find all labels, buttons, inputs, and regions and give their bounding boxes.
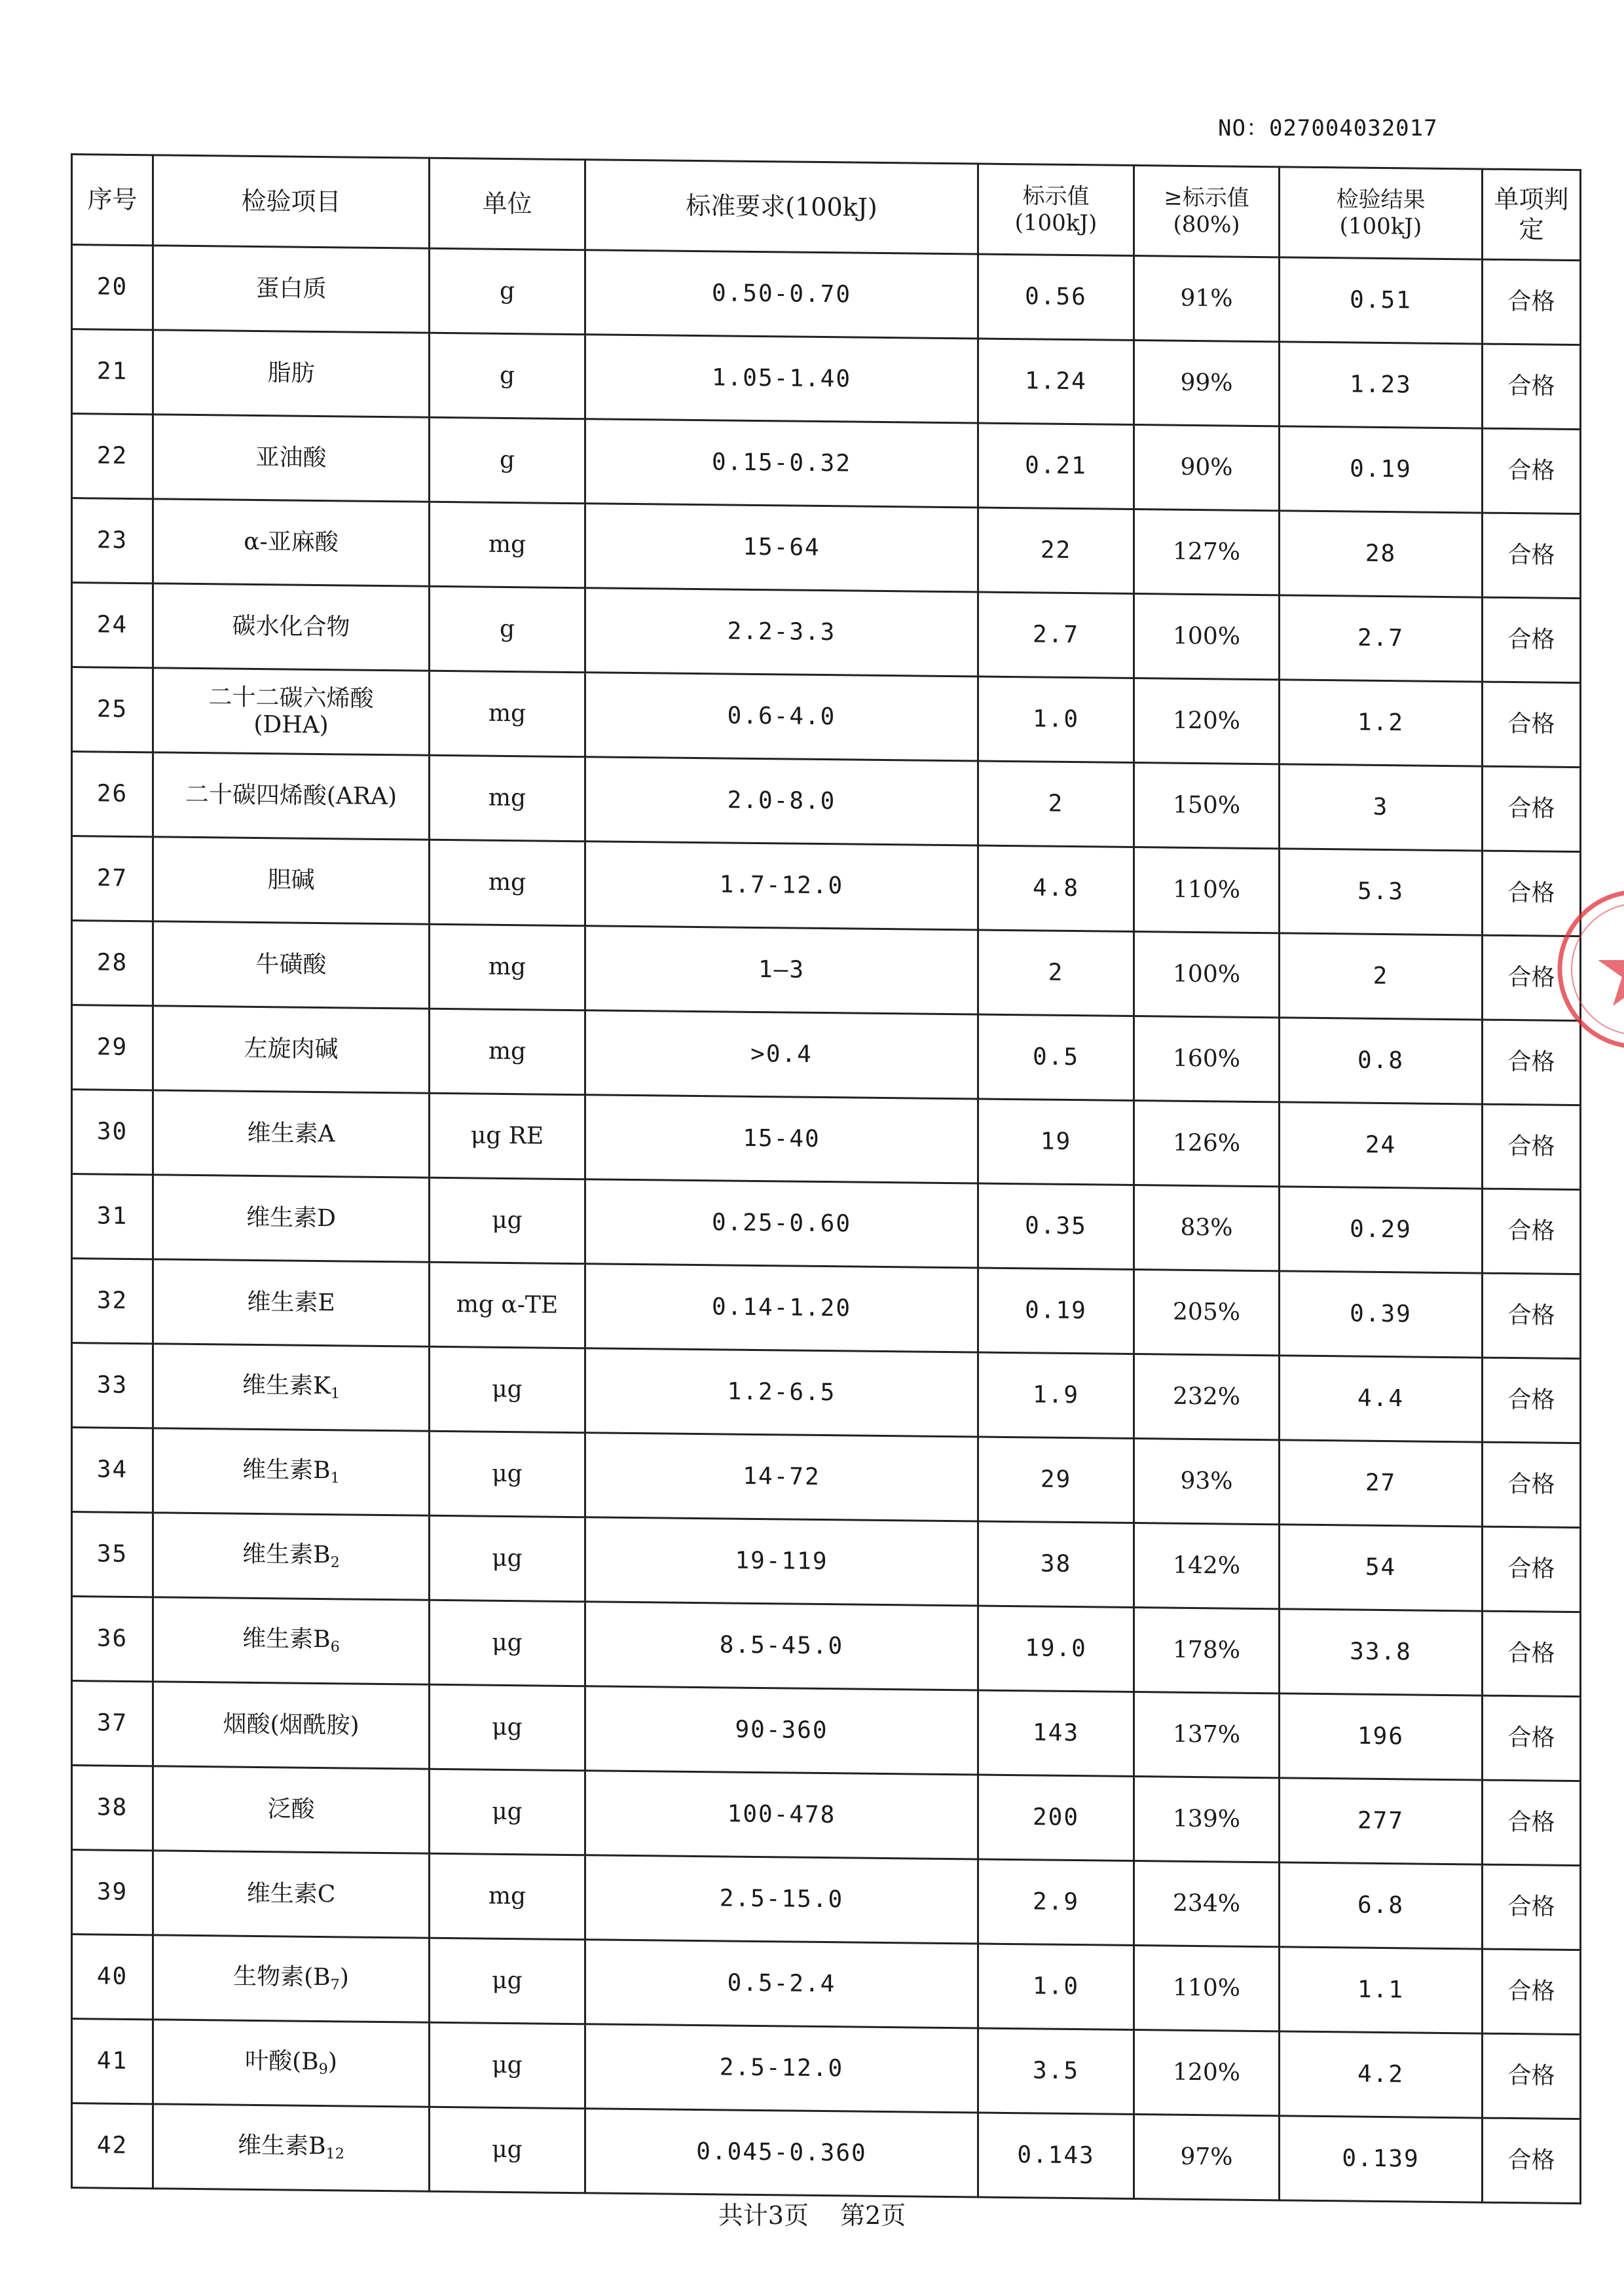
row-ge-label-percent: 150% [1134, 763, 1280, 849]
row-standard: 1.05-1.40 [585, 335, 978, 423]
row-judgement: 合格 [1483, 513, 1581, 599]
row-seq: 22 [72, 414, 153, 499]
row-seq: 34 [72, 1428, 153, 1513]
row-result: 54 [1280, 1525, 1483, 1611]
table-row [72, 752, 1581, 852]
row-item [153, 1006, 430, 1093]
row-result: 196 [1280, 1694, 1483, 1780]
row-item-name: 维生素B [238, 2132, 326, 2160]
header-seq: 序号 [72, 155, 153, 246]
row-item-subscript: 2 [330, 1554, 340, 1572]
row-label-value: 3.5 [978, 2028, 1134, 2114]
row-unit: mg α-TE [430, 1262, 585, 1348]
row-unit: μg [430, 1600, 585, 1686]
row-item-name: 烟酸(烟酰胺) [223, 1711, 360, 1739]
row-standard: 0.6-4.0 [585, 673, 978, 761]
row-label-value: 2 [978, 761, 1134, 847]
row-item-tail: ) [327, 2048, 337, 2076]
row-ge-label-percent: 137% [1134, 1692, 1280, 1778]
row-ge-label-percent: 93% [1134, 1439, 1280, 1525]
row-result: 27 [1280, 1440, 1483, 1527]
row-label-value: 0.143 [978, 2113, 1134, 2198]
row-item-name: 二十碳四烯酸(ARA) [185, 781, 397, 811]
row-item-name-line2: (DHA) [253, 711, 329, 739]
table-row [72, 583, 1581, 683]
row-ge-label-percent: 120% [1134, 678, 1280, 764]
header-judgement: 单项判定 [1483, 169, 1581, 261]
row-item [153, 1259, 430, 1346]
row-judgement: 合格 [1483, 851, 1581, 936]
row-result: 24 [1280, 1102, 1483, 1189]
table-row [72, 414, 1581, 514]
row-judgement: 合格 [1483, 766, 1581, 852]
row-judgement: 合格 [1483, 1442, 1581, 1528]
row-item [153, 1851, 430, 1938]
table-row [72, 1259, 1581, 1359]
row-item [153, 1090, 430, 1177]
row-ge-label-percent: 142% [1134, 1523, 1280, 1609]
row-seq: 38 [72, 1766, 153, 1851]
row-judgement: 合格 [1483, 1273, 1581, 1359]
table-row [72, 1935, 1581, 2035]
row-item-name: 左旋肉碱 [244, 1035, 339, 1064]
row-item-name: 蛋白质 [255, 275, 327, 303]
row-item [153, 921, 430, 1009]
row-result: 5.3 [1280, 849, 1483, 935]
row-unit: g [430, 586, 585, 672]
footer-current-page: 第2页 [840, 2201, 906, 2230]
row-standard: 0.14-1.20 [585, 1264, 978, 1352]
row-judgement: 合格 [1483, 1949, 1581, 2035]
row-item-name: 泛酸 [267, 1796, 315, 1824]
row-unit: mg [430, 1009, 585, 1094]
row-ge-label-percent: 97% [1134, 2115, 1280, 2200]
row-ge-label-percent: 110% [1134, 847, 1280, 933]
row-seq: 23 [72, 498, 153, 583]
row-standard: 0.50-0.70 [585, 250, 978, 339]
row-item-name: 维生素K [242, 1372, 331, 1400]
row-seq: 28 [72, 921, 153, 1006]
header-result-line2: (100kJ) [1339, 212, 1422, 240]
row-seq: 30 [72, 1090, 153, 1175]
row-seq: 20 [72, 245, 153, 330]
row-standard: 0.25-0.60 [585, 1179, 978, 1268]
row-result: 33.8 [1280, 1609, 1483, 1695]
header-ge-label-line2: (80%) [1173, 211, 1240, 238]
row-label-value: 0.5 [978, 1014, 1134, 1100]
footer-total-pages: 共计3页 [718, 2201, 809, 2230]
row-judgement: 合格 [1483, 1695, 1581, 1781]
row-seq: 42 [72, 2103, 153, 2189]
row-ge-label-percent: 99% [1134, 341, 1280, 426]
table-row [72, 1512, 1581, 1612]
row-judgement: 合格 [1483, 1611, 1581, 1697]
row-result: 4.4 [1280, 1356, 1483, 1442]
row-label-value: 1.24 [978, 339, 1134, 424]
row-item [153, 499, 430, 586]
row-label-value: 0.19 [978, 1268, 1134, 1354]
row-standard: 2.5-12.0 [585, 2024, 978, 2113]
row-label-value: 2.7 [978, 592, 1134, 678]
table-row [72, 1766, 1581, 1866]
row-result: 2 [1280, 933, 1483, 1020]
row-judgement: 合格 [1483, 682, 1581, 768]
row-item-name: 牛磺酸 [255, 951, 327, 979]
row-item-name: 维生素D [246, 1204, 336, 1232]
row-unit: μg [430, 2022, 585, 2108]
table-row [72, 1681, 1581, 1781]
table-row [72, 1850, 1581, 1950]
row-label-value: 19 [978, 1099, 1134, 1185]
row-result: 0.19 [1280, 426, 1483, 513]
row-item [153, 1344, 430, 1431]
row-ge-label-percent: 139% [1134, 1777, 1280, 1862]
row-unit: mg [430, 924, 585, 1010]
row-seq: 35 [72, 1512, 153, 1597]
row-seq: 29 [72, 1005, 153, 1090]
row-seq: 32 [72, 1259, 153, 1344]
row-item [153, 1597, 430, 1684]
row-seq: 41 [72, 2019, 153, 2104]
header-ge-label-line1: ≥标示值 [1164, 184, 1249, 212]
row-label-value: 2 [978, 930, 1134, 1016]
row-item [153, 330, 430, 417]
row-item-subscript: 12 [325, 2145, 344, 2163]
header-item: 检验项目 [153, 155, 430, 248]
row-item-name: 亚油酸 [255, 444, 327, 472]
header-label-value-line2: (100kJ) [1014, 209, 1098, 236]
row-ge-label-percent: 83% [1134, 1185, 1280, 1271]
row-seq: 31 [72, 1174, 153, 1259]
row-unit: g [430, 417, 585, 503]
row-judgement: 合格 [1483, 1527, 1581, 1612]
row-label-value: 0.35 [978, 1183, 1134, 1269]
row-result: 4.2 [1280, 2031, 1483, 2118]
row-item [153, 1428, 430, 1515]
row-judgement: 合格 [1483, 1189, 1581, 1274]
document-number: NO：027004032017 [1218, 115, 1438, 141]
row-judgement: 合格 [1483, 428, 1581, 514]
row-seq: 25 [72, 667, 153, 752]
row-result: 3 [1280, 764, 1483, 851]
row-result: 2.7 [1280, 595, 1483, 682]
row-label-value: 200 [978, 1775, 1134, 1861]
table-row [72, 1343, 1581, 1443]
row-ge-label-percent: 91% [1134, 256, 1280, 342]
row-judgement: 合格 [1483, 1104, 1581, 1190]
table-row [72, 667, 1581, 768]
row-ge-label-percent: 232% [1134, 1354, 1280, 1440]
row-judgement: 合格 [1483, 1358, 1581, 1443]
row-item [153, 752, 430, 840]
row-item-name: 维生素A [247, 1120, 335, 1148]
row-result: 0.139 [1280, 2116, 1483, 2202]
row-ge-label-percent: 90% [1134, 425, 1280, 511]
row-item-subscript: 1 [330, 1470, 340, 1487]
row-standard: >0.4 [585, 1010, 978, 1099]
row-item-name: 维生素B [242, 1456, 331, 1485]
row-unit: mg [430, 502, 585, 587]
row-unit: μg [430, 1177, 585, 1263]
table-row [72, 921, 1581, 1021]
row-judgement: 合格 [1483, 2118, 1581, 2204]
row-standard: 2.5-15.0 [585, 1855, 978, 1944]
row-judgement: 合格 [1483, 1864, 1581, 1950]
row-ge-label-percent: 110% [1134, 1946, 1280, 2031]
row-item [153, 415, 430, 502]
table-row [72, 1428, 1581, 1528]
row-label-value: 0.21 [978, 423, 1134, 509]
row-item [153, 1766, 430, 1853]
row-ge-label-percent: 120% [1134, 2030, 1280, 2116]
row-label-value: 2.9 [978, 1859, 1134, 1945]
row-seq: 33 [72, 1343, 153, 1428]
row-unit: mg [430, 755, 585, 841]
table-row [72, 1174, 1581, 1274]
row-judgement: 合格 [1483, 935, 1581, 1021]
row-result: 28 [1280, 511, 1483, 597]
row-item [153, 246, 430, 333]
row-item-name: 维生素B [242, 1625, 331, 1654]
header-label-value [978, 164, 1134, 255]
row-standard: 90-360 [585, 1686, 978, 1775]
row-item-name: 维生素B [242, 1541, 331, 1569]
row-judgement: 合格 [1483, 1020, 1581, 1105]
row-result: 1.2 [1280, 680, 1483, 766]
row-seq: 27 [72, 836, 153, 921]
row-judgement: 合格 [1483, 1780, 1581, 1866]
row-unit: μg [430, 1515, 585, 1601]
row-label-value: 4.8 [978, 845, 1134, 931]
row-item [153, 1682, 430, 1769]
row-unit: mg [430, 1853, 585, 1939]
row-seq: 37 [72, 1681, 153, 1766]
row-label-value: 143 [978, 1690, 1134, 1776]
row-ge-label-percent: 234% [1134, 1861, 1280, 1947]
row-label-value: 1.0 [978, 1944, 1134, 2029]
row-standard: 14-72 [585, 1433, 978, 1521]
row-unit: μg [430, 1938, 585, 2024]
row-standard: 15-64 [585, 504, 978, 592]
inspection-results-table [71, 153, 1581, 2204]
row-item [153, 668, 430, 755]
row-ge-label-percent: 126% [1134, 1101, 1280, 1187]
row-item [153, 583, 430, 671]
row-standard: 0.5-2.4 [585, 1940, 978, 2028]
row-result: 0.29 [1280, 1187, 1483, 1273]
table-row [72, 498, 1581, 599]
row-standard: 19-119 [585, 1517, 978, 1606]
row-unit: μg [430, 1684, 585, 1770]
header-standard: 标准要求(100kJ) [585, 160, 978, 254]
row-item-subscript: 7 [330, 1976, 340, 1994]
row-item-tail: ) [339, 1964, 349, 1991]
table-row [72, 245, 1581, 345]
row-ge-label-percent: 127% [1134, 509, 1280, 595]
row-item-name: 叶酸(B [245, 2048, 319, 2076]
row-label-value: 38 [978, 1521, 1134, 1607]
row-item [153, 837, 430, 924]
row-item-subscript: 1 [330, 1385, 341, 1403]
row-item-name: α-亚麻酸 [244, 528, 339, 557]
row-unit: μg [430, 1346, 585, 1432]
row-standard: 2.2-3.3 [585, 588, 978, 676]
row-item [153, 2020, 430, 2107]
table-header-row [72, 155, 1581, 261]
row-result: 0.8 [1280, 1018, 1483, 1104]
row-unit: mg [430, 671, 585, 756]
row-standard: 1—3 [585, 926, 978, 1014]
row-item-name: 碳水化合物 [232, 612, 350, 641]
row-label-value: 1.9 [978, 1352, 1134, 1438]
table-row [72, 329, 1581, 430]
row-standard: 0.045-0.360 [585, 2109, 978, 2197]
table-body [72, 245, 1581, 2204]
row-unit: mg [430, 840, 585, 925]
row-item-name: 生物素(B [233, 1963, 331, 1991]
row-label-value: 0.56 [978, 254, 1134, 340]
row-seq: 21 [72, 329, 153, 415]
row-judgement: 合格 [1483, 344, 1581, 430]
row-judgement: 合格 [1483, 259, 1581, 345]
header-result [1280, 167, 1483, 259]
header-ge-label [1134, 166, 1280, 257]
row-seq: 36 [72, 1597, 153, 1682]
row-unit: g [430, 333, 585, 418]
row-unit: μg [430, 1431, 585, 1517]
row-label-value: 1.0 [978, 676, 1134, 762]
row-ge-label-percent: 160% [1134, 1016, 1280, 1102]
row-item-name: 胆碱 [267, 866, 315, 895]
row-result: 1.1 [1280, 1947, 1483, 2033]
table-row [72, 1090, 1581, 1190]
row-item-subscript: 9 [318, 2060, 328, 2079]
row-result: 1.23 [1280, 342, 1483, 428]
row-result: 0.39 [1280, 1271, 1483, 1358]
row-ge-label-percent: 178% [1134, 1608, 1280, 1694]
page-footer [0, 2195, 1624, 2231]
row-result: 0.51 [1280, 257, 1483, 344]
row-item [153, 1513, 430, 1600]
table-row [72, 836, 1581, 936]
row-item-subscript: 6 [330, 1639, 340, 1656]
row-standard: 0.15-0.32 [585, 419, 978, 508]
row-standard: 8.5-45.0 [585, 1602, 978, 1690]
header-unit: 单位 [430, 158, 585, 250]
row-result: 6.8 [1280, 1862, 1483, 1949]
row-unit: μg [430, 1769, 585, 1855]
row-item [153, 2104, 430, 2191]
row-seq: 26 [72, 752, 153, 837]
row-item-name: 脂肪 [267, 360, 315, 388]
row-judgement: 合格 [1483, 2033, 1581, 2119]
header-result-line1: 检验结果 [1336, 185, 1426, 213]
table-row [72, 2103, 1581, 2204]
row-ge-label-percent: 100% [1134, 594, 1280, 680]
row-seq: 39 [72, 1850, 153, 1935]
table-row [72, 2019, 1581, 2119]
header-label-value-line1: 标示值 [1022, 182, 1090, 210]
row-result: 277 [1280, 1778, 1483, 1864]
row-standard: 15-40 [585, 1095, 978, 1183]
row-unit: g [430, 248, 585, 334]
row-standard: 100-478 [585, 1771, 978, 1859]
row-ge-label-percent: 205% [1134, 1270, 1280, 1356]
row-seq: 40 [72, 1935, 153, 2020]
row-standard: 2.0-8.0 [585, 757, 978, 845]
row-item [153, 1175, 430, 1262]
row-unit: μg [430, 2107, 585, 2193]
row-item-name: 二十二碳六烯酸 [208, 683, 374, 713]
row-label-value: 22 [978, 508, 1134, 593]
row-label-value: 29 [978, 1437, 1134, 1523]
row-item-name: 维生素E [247, 1289, 335, 1317]
row-judgement: 合格 [1483, 597, 1581, 683]
table-row [72, 1005, 1581, 1105]
row-item [153, 1935, 430, 2022]
row-ge-label-percent: 100% [1134, 932, 1280, 1018]
row-unit: μg RE [430, 1093, 585, 1179]
table-row [72, 1597, 1581, 1697]
row-label-value: 19.0 [978, 1606, 1134, 1692]
row-seq: 24 [72, 583, 153, 668]
row-standard: 1.7-12.0 [585, 842, 978, 930]
row-item-name: 维生素C [246, 1880, 336, 1908]
row-standard: 1.2-6.5 [585, 1348, 978, 1437]
